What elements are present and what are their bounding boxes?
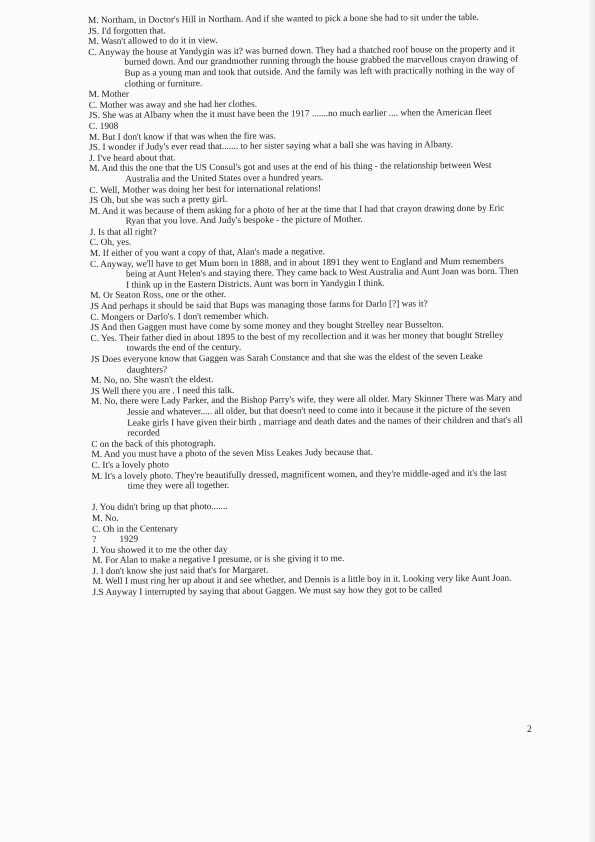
transcript-line: C on the back of this photograph. (91, 438, 216, 450)
transcript-line: M. Mother (88, 89, 129, 101)
transcript-line: J. I don't know she just said that's for Margaret. (92, 565, 269, 577)
transcript-line: C. Anyway, we'll have to get Mum born in 1888, and in about 1891 they went to England and Mum remembers being at Aunt Helen's and staying there. They came back to West Australia and Aunt Joan was born. Then I think up in the Eastern Districts. Aunt was born in Yandygin I think. (89, 256, 519, 291)
transcript-line: M. Northam, in Doctor's Hill in Northam. And if she wanted to pick a bone she had to sit under the table. (88, 12, 479, 26)
transcript-line: M. No, there were Lady Parker, and the Bishop Parry's wife, they were all older. Mary Skinner There was Mary and Jessie and whatever..... all older, but that doesn't need to come into it because it the picture of the seven Leake girls I have given their birth , marriage and death dates and the names of their children and that's all recorded (90, 393, 523, 439)
transcript-line: J. You didn't bring up that photo....... (91, 502, 228, 514)
transcript-line: C. Oh, yes. (89, 238, 132, 249)
transcript-line: C. 1908 (88, 121, 119, 132)
transcript-line: M. No, no. She wasn't the eldest. (90, 375, 214, 387)
transcript-line: C. Oh in the Centenary (91, 523, 179, 535)
transcript-text (88, 13, 525, 599)
transcript-line: M. For Alan to make a negative I presume, or is she giving it to me. (92, 554, 345, 567)
transcript-line: JS And then Gaggen must have come by some money and they bought Strelley near Busselton. (90, 320, 444, 334)
transcript-line: JS. I'd forgotten that. (88, 25, 166, 37)
transcript-line: M. And it was because of them asking for a photo of her at the time that I had that crayon drawing done by Eric Ryan that you love. And Judy's bespoke - the picture of Mother. (89, 203, 505, 227)
transcript-line: C. Well, Mother was doing her best for international relations! (89, 183, 322, 196)
transcript-line: M. If either of you want a copy of that, Alan's made a negative. (89, 247, 325, 260)
transcript-line: J. I've heard about that. (89, 153, 176, 164)
transcript-line: JS Does everyone know that Gaggen was Sarah Constance and that she was the eldest of the seven Leake daughters? (90, 351, 483, 376)
transcript-line: ? 1929 (92, 534, 139, 546)
transcript-line: C. It's a lovely photo (91, 460, 169, 471)
transcript-line: JS Oh, but she was such a pretty girl. (89, 195, 228, 207)
transcript-line: M. But I don't know if that was when the fire was. (88, 131, 276, 143)
transcript-line: M. Well I must ring her up about it and see whether, and Dennis is a little boy in it. Looking very like Aunt Joan. (92, 574, 512, 588)
transcript-line: JS Well there you are . I need this talk. (90, 385, 235, 397)
transcript-line: J. You showed it to me the other day (92, 544, 228, 556)
transcript-line: C. Mother was away and she had her clothes. (88, 99, 258, 111)
transcript-line: M. It's a lovely photo. They're beautifully dressed, magnificent women, and they're middle-aged and it's the last time they were all together. (91, 468, 507, 492)
transcript-line: M. And this the one that the US Consul's got and uses at the end of his thing - the relationship between West Australia and the United States over a hundred years. (89, 161, 492, 185)
scan-edge-shadow (589, 0, 595, 842)
transcript-line: J.S Anyway I interrupted by saying that about Gaggen. We must say how they got to be called (92, 585, 443, 599)
transcript-line: JS. I wonder if Judy's ever read that....... to her sister saying what a ball she was having in Albany. (88, 140, 454, 154)
transcript-line: M. Wasn't allowed to do it in view. (88, 36, 218, 48)
transcript-line: M. And you must have a photo of the seven Miss Leakes Judy because that. (91, 448, 373, 461)
transcript-line: J. Is that all right? (89, 227, 157, 238)
transcript-line: M. Or Seaton Ross, one or the other. (90, 290, 227, 302)
page-number: 2 (527, 725, 532, 735)
transcript-line: C. Mongers or Darlo's. I don't remember which. (90, 311, 269, 323)
transcript-line: M. No. (91, 513, 119, 524)
transcript-line: C. Anyway the house at Yandygin was it? was burned down. They had a thatched roof house on the property and it burned down. And our grandmother running through the house grabbed the marvellous crayon drawing of Bup as a young man and took that outside. And the family was left with practically nothing in the way of clothing or furniture. (88, 44, 519, 90)
transcript-line: C. Yes. Their father died in about 1895 to the best of my recollection and it was her money that bought Strelley towards the end of the century. (90, 330, 504, 355)
transcript-line: JS. She was at Albany when the it must have been the 1917 .......no much earlier .... when the American fleet (88, 108, 492, 122)
transcript-line: JS And perhaps it should be said that Bups was managing those farms for Darlo [?] was it? (90, 299, 428, 313)
